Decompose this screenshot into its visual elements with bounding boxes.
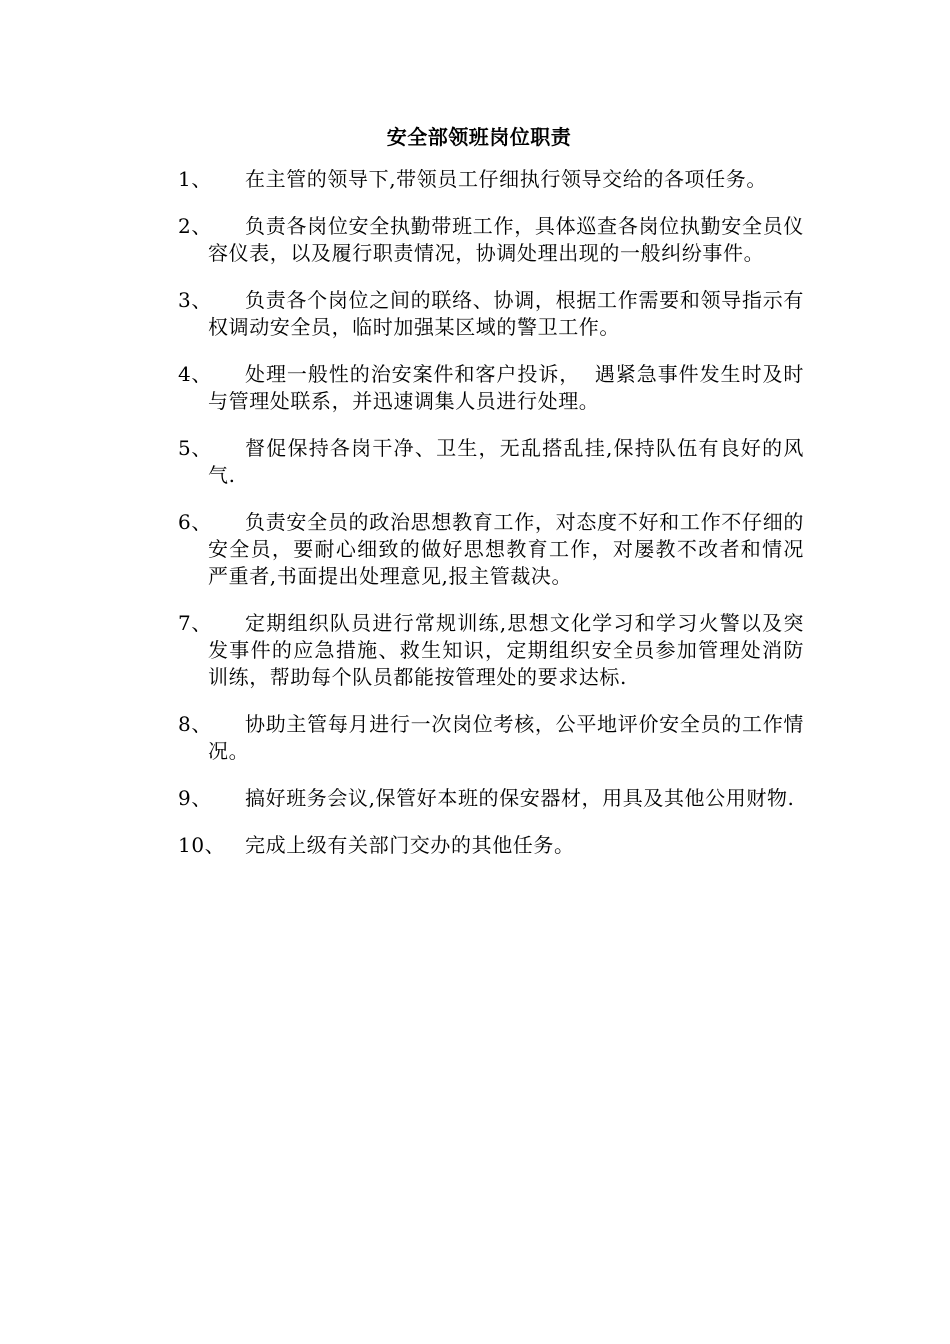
item-text: 定期组织队员进行常规训练,思想文化学习和学习火警以及突发事件的应急措施、救生知识，定期组织安全员参加管理处消防训练，帮助每个队员都能按管理处的要求达标. bbox=[208, 611, 804, 689]
item-number: 10、 bbox=[178, 833, 226, 857]
item-text: 搞好班务会议,保管好本班的保安器材，用具及其他公用财物. bbox=[245, 786, 795, 810]
list-item bbox=[178, 287, 804, 341]
item-number: 7、 bbox=[178, 611, 212, 635]
item-number: 1、 bbox=[178, 167, 212, 191]
list-item bbox=[178, 610, 804, 691]
item-text: 负责各个岗位之间的联络、协调，根据工作需要和领导指示有权调动安全员，临时加强某区域的警卫工作。 bbox=[208, 288, 804, 339]
item-text: 督促保持各岗干净、卫生，无乱搭乱挂,保持队伍有良好的风气. bbox=[208, 436, 804, 487]
document-title: 安全部领班岗位职责 bbox=[386, 125, 572, 149]
item-text: 负责各岗位安全执勤带班工作，具体巡查各岗位执勤安全员仪容仪表，以及履行职责情况，协调处理出现的一般纠纷事件。 bbox=[208, 214, 804, 265]
duty-list bbox=[178, 166, 818, 879]
item-text: 协助主管每月进行一次岗位考核，公平地评价安全员的工作情况。 bbox=[208, 712, 804, 763]
list-item bbox=[178, 711, 804, 765]
item-number: 9、 bbox=[178, 786, 212, 810]
item-number: 5、 bbox=[178, 436, 212, 460]
item-number: 3、 bbox=[178, 288, 212, 312]
item-text: 处理一般性的治安案件和客户投诉， 遇紧急事件发生时及时与管理处联系，并迅速调集人员进行处理。 bbox=[208, 362, 804, 413]
list-item bbox=[178, 213, 804, 267]
item-number: 4、 bbox=[178, 362, 212, 386]
item-text: 完成上级有关部门交办的其他任务。 bbox=[245, 833, 575, 857]
item-number: 6、 bbox=[178, 510, 212, 534]
item-number: 8、 bbox=[178, 712, 212, 736]
list-item bbox=[178, 509, 804, 590]
item-text: 负责安全员的政治思想教育工作，对态度不好和工作不仔细的安全员，要耐心细致的做好思想教育工作，对屡教不改者和情况严重者,书面提出处理意见,报主管裁决。 bbox=[208, 510, 804, 588]
list-item bbox=[178, 361, 804, 415]
item-text: 在主管的领导下,带领员工仔细执行领导交给的各项任务。 bbox=[245, 167, 767, 191]
list-item bbox=[178, 785, 804, 812]
item-number: 2、 bbox=[178, 214, 212, 238]
list-item bbox=[178, 832, 804, 859]
list-item bbox=[178, 435, 804, 489]
list-item bbox=[178, 166, 804, 193]
